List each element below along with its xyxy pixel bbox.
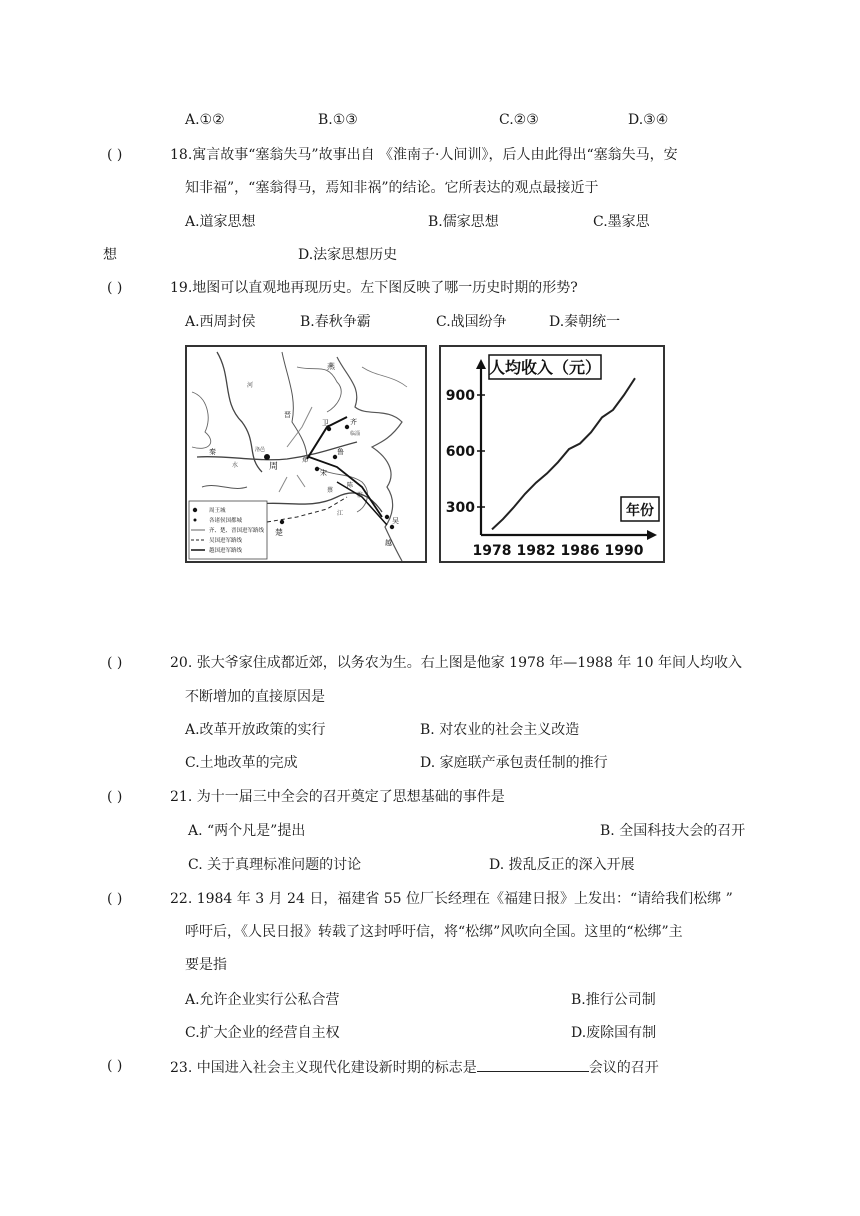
map-label: 齐 [350,418,357,426]
q18-stem-line1: 18.寓言故事“塞翁失马”故事出自 《淮南子·人间训》，后人由此得出“塞翁失马，安 [170,147,678,163]
map-label: 陈 [347,482,354,489]
q19-option-c: C.战国纷争 [436,314,507,330]
q19-option-d: D.秦朝统一 [549,314,621,330]
income-series-line [492,378,635,529]
map-label: 临淄 [350,431,361,437]
x-tick-label: 1978 [472,543,512,559]
y-tick-label: 300 [445,500,475,516]
map-legend-item: 各诸侯国都城 [209,518,243,524]
map-legend-item: 吴国进军路线 [209,538,243,544]
map-label: 鲁 [337,448,344,456]
q21-stem: 21. 为十一届三中全会的召开奠定了思想基础的事件是 [170,789,505,805]
q20-option-b: B. 对农业的社会主义改造 [420,722,580,738]
warring-states-map [185,345,427,563]
q22-option-d: D.废除国有制 [571,1025,657,1041]
map-label: 洛邑 [255,447,266,453]
answer-paren: ( ) [107,147,123,163]
q20-stem-line2: 不断增加的直接原因是 [185,689,325,705]
q17-option-b: B.①③ [318,112,358,128]
map-label: 卫 [322,419,329,427]
q22-option-c: C.扩大企业的经营自主权 [185,1025,340,1041]
q21-option-c: C. 关于真理标准问题的讨论 [188,857,362,873]
q18-option-b: B.儒家思想 [428,214,499,230]
q19-stem: 19.地图可以直观地再现历史。左下图反映了哪一历史时期的形势? [170,280,578,296]
q23-text-after: 会议的召开 [588,1060,659,1076]
map-label: 蔡 [327,487,334,494]
q18-option-a: A.道家思想 [185,214,256,230]
map-drawing [187,347,425,561]
q22-stem-line1: 22. 1984 年 3 月 24 日，福建省 55 位厂长经理在《福建日报》上发出：“请给我们松绑 ” [170,891,733,907]
q21-option-a: A. “两个凡是”提出 [188,823,306,839]
q17-option-d: D.③④ [628,112,669,128]
map-label: 越 [385,539,392,547]
q17-option-a: A.①② [185,112,225,128]
q18-option-c-wrap: 想 [103,247,117,263]
q23-answer-blank[interactable] [477,1057,589,1072]
q21-option-d: D. 拨乱反正的深入开展 [489,857,635,873]
q23-stem [170,1057,659,1077]
q23-text-before: 23. 中国进入社会主义现代化建设新时期的标志是 [170,1060,477,1076]
x-tick-label: 1986 [560,543,600,559]
income-chart-svg [441,347,663,561]
map-label: 江 [337,510,344,517]
map-label: 秦 [209,448,216,456]
q19-option-b: B.春秋争霸 [300,314,371,330]
map-label: 燕 [327,362,335,371]
answer-paren: ( ) [107,280,123,296]
map-label: 宋 [320,469,327,477]
y-tick-label: 600 [445,444,475,460]
x-tick-label: 1990 [604,543,644,559]
q22-option-b: B.推行公司制 [571,992,656,1008]
q20-option-a: A.改革开放政策的实行 [185,722,326,738]
answer-paren: ( ) [107,789,123,805]
q20-stem-line1: 20. 张大爷家住成都近郊，以务农为生。右上图是他家 1978 年—1988 年 10 年间人均收入 [170,655,743,671]
q20-option-d: D. 家庭联产承包责任制的推行 [420,755,608,771]
q17-option-c: C.②③ [499,112,539,128]
map-label: 河 [247,382,254,389]
map-label: 郑 [302,457,309,464]
map-legend-item: 齐、楚、晋国进军路线 [209,528,265,534]
income-chart [439,345,665,563]
y-axis-title: 人均收入（元） [488,358,602,377]
q21-option-b: B. 全国科技大会的召开 [600,823,746,839]
map-legend-item: 周王城 [209,508,226,514]
answer-paren: ( ) [107,655,123,671]
map-label: 吴 [392,517,399,525]
map-label: 楚 [275,528,283,537]
q22-option-a: A.允许企业实行公私合营 [185,992,340,1008]
map-label: 周 [269,462,279,472]
q22-stem-line3: 要是指 [185,957,227,973]
q18-option-c: C.墨家思 [593,214,650,230]
x-tick-label: 1982 [516,543,556,559]
q20-option-c: C.土地改革的完成 [185,755,298,771]
y-tick-label: 900 [445,388,475,404]
map-legend-item: 越国进军路线 [209,548,243,554]
map-label: 晋 [284,411,291,419]
q22-stem-line2: 呼吁后，《人民日报》转载了这封呼吁信，将“松绑”风吹向全国。这里的“松绑”主 [185,924,683,940]
q18-stem-line2: 知非福”，“塞翁得马，焉知非祸”的结论。它所表达的观点最接近于 [185,180,599,196]
x-axis-title: 年份 [626,503,654,519]
q18-option-d: D.法家思想历史 [298,247,398,263]
answer-paren: ( ) [107,891,123,907]
map-label: 水 [232,462,239,469]
map-label: 淮 [357,492,364,499]
q19-option-a: A.西周封侯 [185,314,256,330]
answer-paren: ( ) [107,1058,123,1074]
